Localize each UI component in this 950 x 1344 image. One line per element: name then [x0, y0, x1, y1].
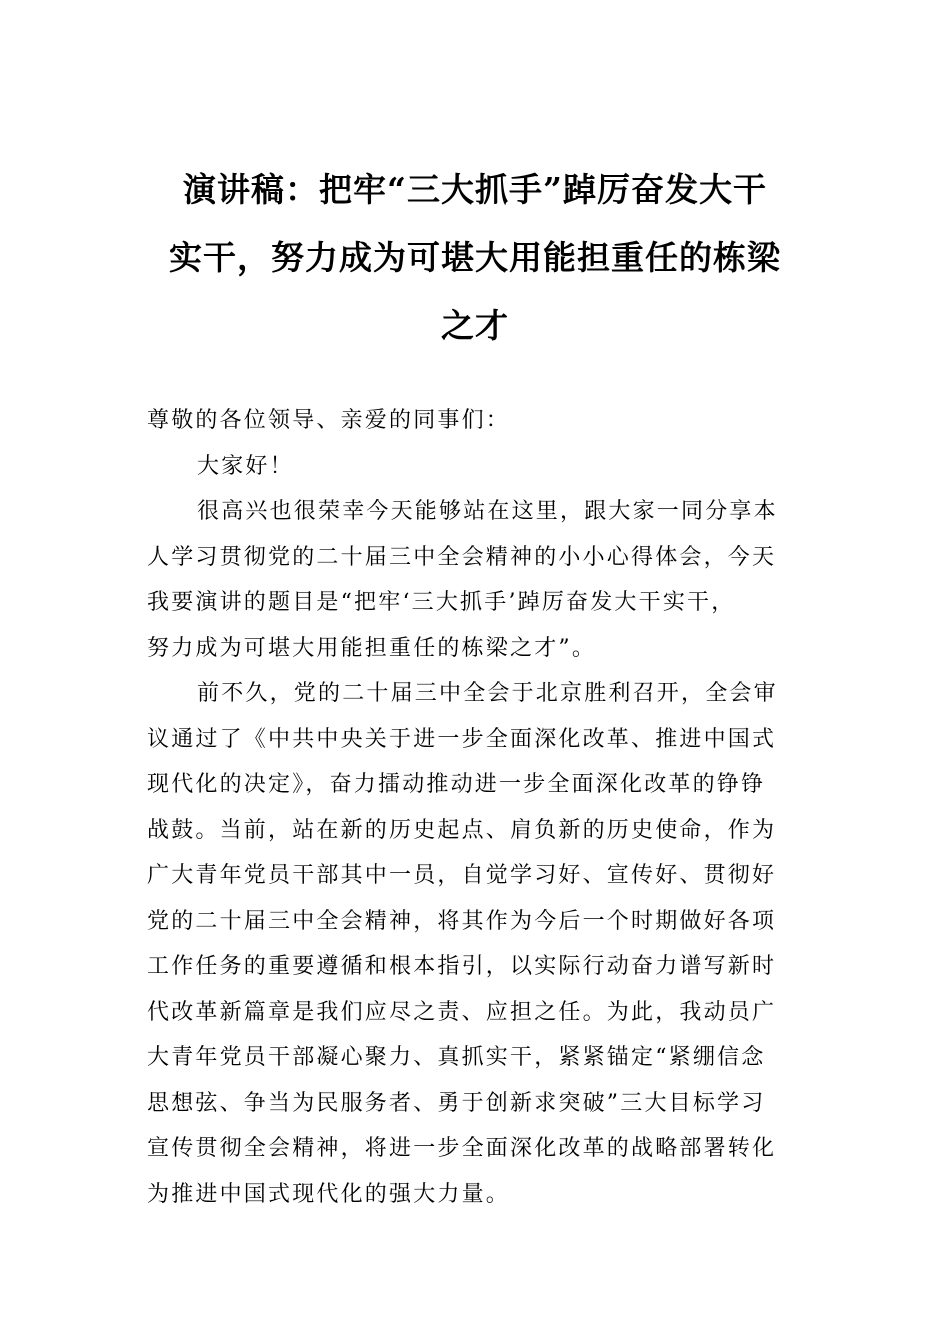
paragraph-2-line: 工作任务的重要遵循和根本指引，以实际行动奋力谱写新时 — [147, 954, 777, 979]
paragraph-1-line: 我要演讲的题目是“把牢‘三大抓手’踔厉奋发大干实干， — [147, 590, 736, 615]
paragraph-1-line: 人学习贯彻党的二十届三中全会精神的小小心得体会，今天 — [147, 544, 777, 570]
paragraph-2-line: 战鼓。当前，站在新的历史起点、肩负新的历史使命，作为 — [147, 817, 777, 843]
paragraph-2-line: 为推进中国式现代化的强大力量。 — [147, 1181, 511, 1207]
paragraph-2 — [147, 671, 809, 1217]
paragraph-2-line: 党的二十届三中全会精神，将其作为今后一个时期做好各项 — [147, 908, 777, 934]
title-line-3: 之才 — [441, 306, 509, 345]
paragraph-2-line: 大青年党员干部凝心聚力、真抓实干，紧紧锚定“紧绷信念 — [147, 1045, 766, 1070]
paragraph-1-line: 努力成为可堪大用能担重任的栋梁之才”。 — [147, 635, 597, 661]
document-title — [140, 156, 810, 360]
paragraph-2-line: 前不久，党的二十届三中全会于北京胜利召开，全会审 — [197, 681, 778, 706]
paragraph-2-line: 代改革新篇章是我们应尽之责、应担之任。为此，我动员广 — [147, 999, 777, 1025]
paragraph-2-line: 议通过了《中共中央关于进一步全面深化改革、推进中国式 — [147, 726, 777, 752]
paragraph-1 — [147, 489, 809, 671]
paragraph-2-line: 思想弦、争当为民服务者、勇于创新求突破”三大目标学习 — [147, 1090, 766, 1116]
paragraph-2-line: 广大青年党员干部其中一员，自觉学习好、宣传好、贯彻好 — [147, 863, 777, 888]
greeting: 大家好！ — [197, 453, 294, 479]
paragraph-2-line: 宣传贯彻全会精神，将进一步全面深化改革的战略部署转化 — [147, 1136, 777, 1161]
title-line-1: 演讲稿：把牢“三大抓手”踔厉奋发大干 — [183, 170, 767, 209]
salutation: 尊敬的各位领导、亲爱的同事们： — [147, 408, 511, 433]
document-body — [147, 398, 809, 1217]
paragraph-1-line: 很高兴也很荣幸今天能够站在这里，跟大家一同分享本 — [197, 499, 778, 524]
paragraph-2-line: 现代化的决定》，奋力擂动推动进一步全面深化改革的铮铮 — [147, 772, 766, 797]
title-line-2: 实干，努力成为可堪大用能担重任的栋梁 — [169, 238, 781, 277]
